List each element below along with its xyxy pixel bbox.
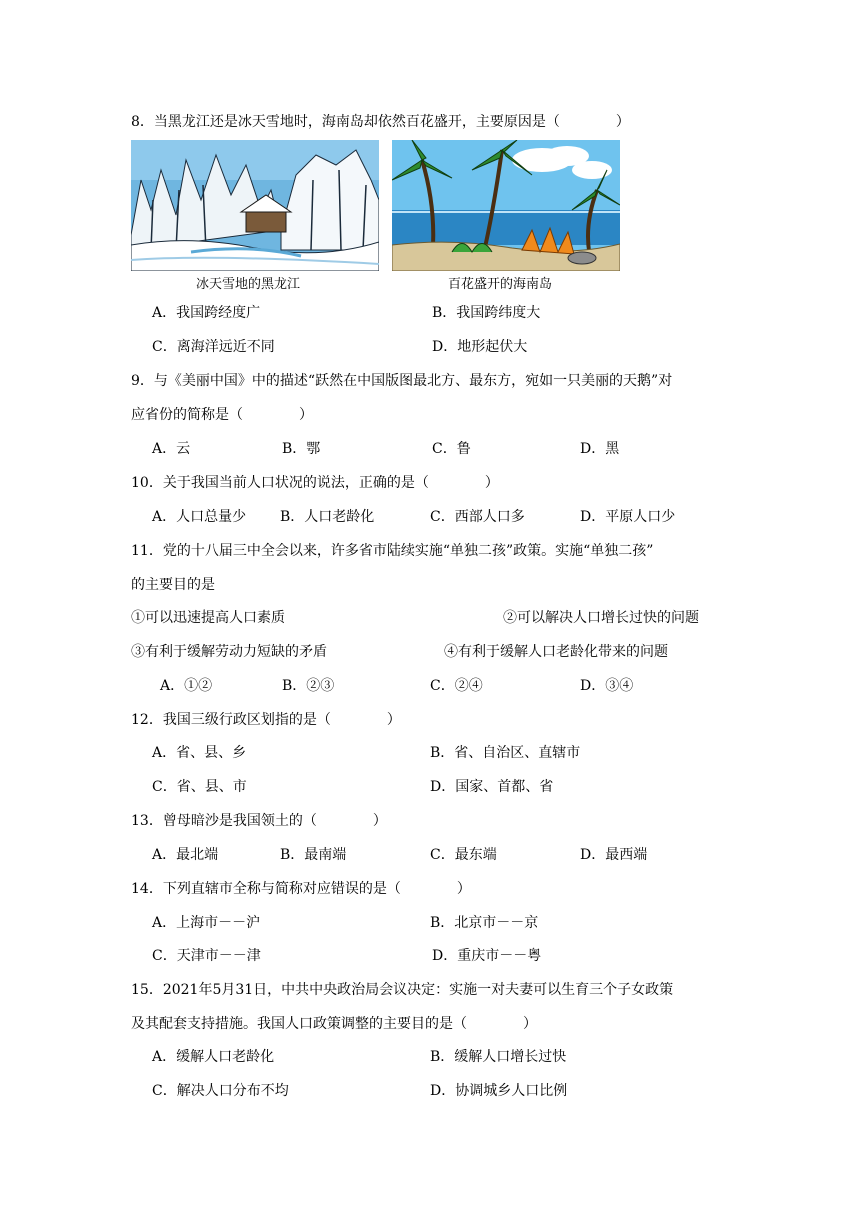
snowy-heilongjiang-image: [131, 140, 379, 271]
q15-option-d[interactable]: D．协调城乡人口比例: [430, 1083, 568, 1099]
question-15-stem-line1: 15．2021年5月31日，中共中央政治局会议决定：实施一对夫妻可以生育三个子女政策: [131, 982, 674, 998]
q9-option-a[interactable]: A．云: [152, 441, 191, 457]
q9-option-c[interactable]: C．鲁: [432, 441, 471, 457]
q11-option-a[interactable]: A．①②: [160, 678, 213, 694]
question-11-stem-line2: 的主要目的是: [131, 577, 215, 593]
q14-option-a[interactable]: A．上海市－－沪: [152, 915, 261, 931]
question-9-stem-line1: 9．与《美丽中国》中的描述“跃然在中国版图最北方、最东方，宛如一只美丽的天鹅”对: [131, 373, 673, 389]
q11-option-b[interactable]: B．②③: [282, 678, 335, 694]
q11-statement-1: ①可以迅速提高人口素质: [131, 610, 285, 626]
question-11-stem-line1: 11．党的十八届三中全会以来，许多省市陆续实施“单独二孩”政策。实施“单独二孩”: [131, 543, 654, 559]
left-image-caption: 冰天雪地的黑龙江: [196, 277, 301, 292]
q13-option-a[interactable]: A．最北端: [152, 847, 219, 863]
q12-option-b[interactable]: B．省、自治区、直辖市: [430, 745, 581, 761]
question-15-stem-line2: 及其配套支持措施。我国人口政策调整的主要目的是（ ）: [131, 1016, 537, 1032]
q13-option-d[interactable]: D．最西端: [580, 847, 648, 863]
q10-option-a[interactable]: A．人口总量少: [152, 509, 247, 525]
q10-option-d[interactable]: D．平原人口少: [580, 509, 676, 525]
q11-option-d[interactable]: D．③④: [580, 678, 634, 694]
q11-statement-2: ②可以解决人口增长过快的问题: [503, 610, 699, 626]
question-14-stem: 14．下列直辖市全称与简称对应错误的是（ ）: [131, 881, 471, 897]
question-10-stem: 10．关于我国当前人口状况的说法，正确的是（ ）: [131, 475, 499, 491]
q11-statement-3: ③有利于缓解劳动力短缺的矛盾: [131, 644, 327, 660]
q13-option-b[interactable]: B．最南端: [280, 847, 347, 863]
q8-option-b[interactable]: B．我国跨纬度大: [432, 305, 541, 321]
q9-option-b[interactable]: B．鄂: [282, 441, 321, 457]
question-9-stem-line2: 应省份的简称是（ ）: [131, 407, 313, 423]
q10-option-b[interactable]: B．人口老龄化: [280, 509, 375, 525]
q12-option-c[interactable]: C．省、县、市: [152, 779, 247, 795]
q14-option-c[interactable]: C．天津市－－津: [152, 948, 261, 964]
q13-option-c[interactable]: C．最东端: [430, 847, 497, 863]
q9-option-d[interactable]: D．黑: [580, 441, 620, 457]
q8-option-c[interactable]: C．离海洋远近不同: [152, 339, 275, 355]
question-8-stem: 8．当黑龙江还是冰天雪地时，海南岛却依然百花盛开，主要原因是（ ）: [131, 114, 630, 130]
question-12-stem: 12．我国三级行政区划指的是（ ）: [131, 712, 401, 728]
q12-option-d[interactable]: D．国家、首都、省: [430, 779, 554, 795]
q12-option-a[interactable]: A．省、县、乡: [152, 745, 247, 761]
q11-statement-4: ④有利于缓解人口老龄化带来的问题: [444, 644, 668, 660]
q15-option-b[interactable]: B．缓解人口增长过快: [430, 1049, 567, 1065]
q15-option-c[interactable]: C．解决人口分布不均: [152, 1083, 289, 1099]
q8-option-d[interactable]: D．地形起伏大: [432, 339, 528, 355]
blooming-hainan-image: [392, 140, 620, 271]
q8-option-a[interactable]: A．我国跨经度广: [152, 305, 261, 321]
q14-option-d[interactable]: D．重庆市－－粤: [432, 948, 542, 964]
q11-option-c[interactable]: C．②④: [430, 678, 483, 694]
question-13-stem: 13．曾母暗沙是我国领土的（ ）: [131, 813, 387, 829]
right-image-caption: 百花盛开的海南岛: [448, 277, 553, 292]
q14-option-b[interactable]: B．北京市－－京: [430, 915, 539, 931]
q15-option-a[interactable]: A．缓解人口老龄化: [152, 1049, 275, 1065]
q10-option-c[interactable]: C．西部人口多: [430, 509, 525, 525]
